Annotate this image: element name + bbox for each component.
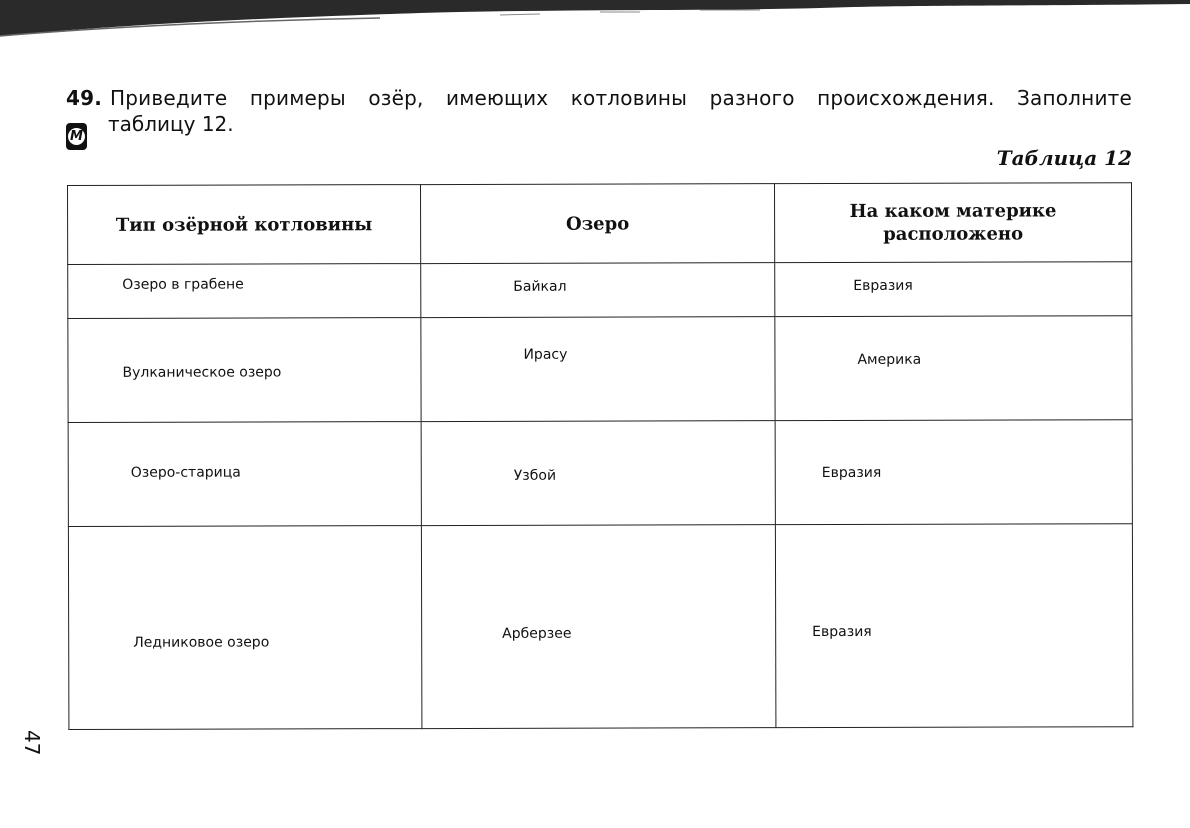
cell-text: Евразия	[821, 465, 882, 482]
cell-basin-type	[68, 264, 421, 319]
task-number: 49.	[66, 86, 103, 110]
cell-text: Узбой	[513, 467, 557, 484]
cell-text: Ирасу	[523, 347, 568, 364]
cell-text: Евразия	[812, 623, 872, 640]
cell-continent	[775, 262, 1132, 317]
cell-text: Америка	[857, 352, 922, 369]
cell-lake	[421, 420, 775, 525]
header-continent: На каком материке расположено	[774, 183, 1131, 263]
cell-basin-type	[68, 525, 422, 729]
cell-continent	[775, 419, 1132, 524]
lakes-table-container	[67, 182, 1132, 730]
cell-lake	[421, 524, 776, 728]
cell-text: Вулканическое озеро	[122, 364, 282, 382]
table-row	[68, 316, 1132, 423]
cell-text: Ледниковое озеро	[133, 634, 270, 651]
cell-continent	[775, 523, 1133, 727]
methodology-badge-icon	[66, 123, 87, 150]
scan-edge-smudge	[0, 0, 1190, 40]
task-line-1	[66, 86, 1132, 110]
table-row	[68, 262, 1132, 319]
cell-text: Озеро в грабене	[122, 277, 244, 294]
cell-text: Арберзее	[502, 625, 572, 642]
cell-lake	[421, 263, 775, 318]
table-row	[68, 523, 1133, 729]
table-row	[68, 419, 1132, 526]
table-caption: Таблица 12	[996, 146, 1132, 170]
cell-text: Озеро-старица	[130, 464, 241, 481]
cell-continent	[775, 316, 1132, 421]
badge-letter: М	[68, 128, 85, 145]
table-header-row	[68, 183, 1132, 265]
page-number: 47	[20, 730, 44, 756]
cell-text: Байкал	[513, 279, 567, 296]
task-text-line-1: Приведите примеры озёр, имеющих котловины разного происхождения. Заполните	[110, 86, 1132, 110]
cell-basin-type	[68, 318, 421, 423]
lakes-table	[67, 182, 1133, 730]
cell-basin-type	[68, 421, 421, 526]
header-basin-type: Тип озёрной котловины	[68, 185, 421, 265]
task-text-line-2: таблицу 12.	[108, 112, 234, 136]
header-lake: Озеро	[421, 184, 775, 264]
cell-text: Евразия	[853, 278, 913, 295]
task-block	[66, 86, 1132, 136]
cell-lake	[421, 317, 775, 422]
